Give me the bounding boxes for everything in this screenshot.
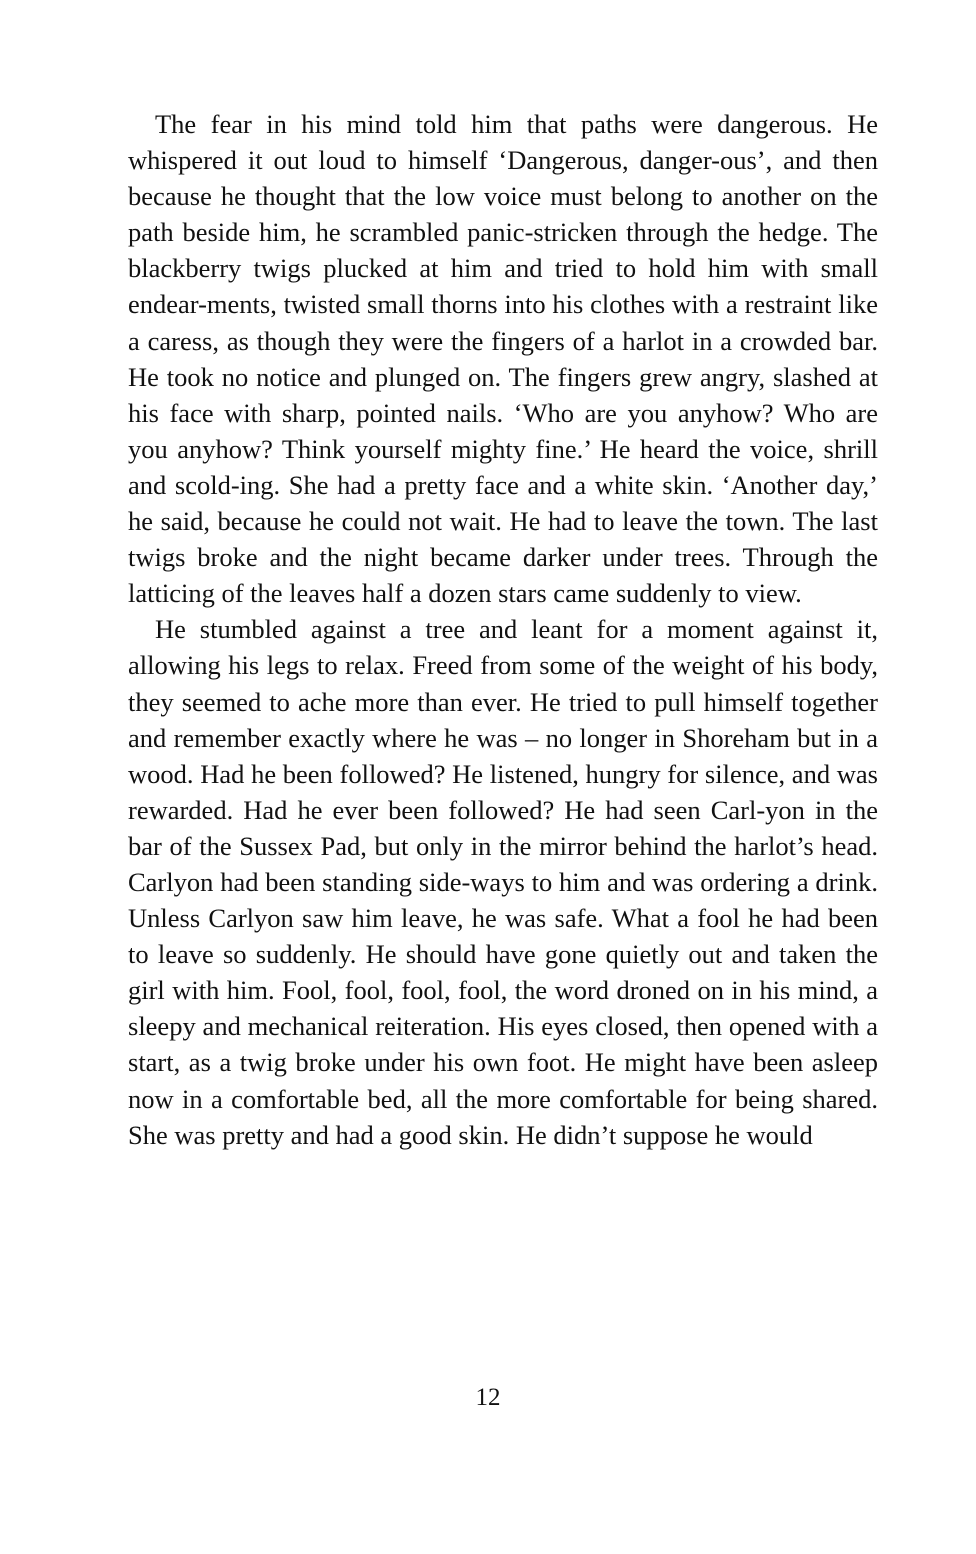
page-number: 12	[475, 1384, 501, 1411]
body-text	[128, 106, 878, 1153]
paragraph-2: He stumbled against a tree and leant for a moment against it, allowing his legs to relax. Freed from some of the weight of his body, they seemed to ache more than ever. He tried to pull himself together and remember exactly where he was – no longer in Shoreham but in a wood. Had he been followed? He listened, hungry for silence, and was rewarded. Had he ever been followed? He had seen Carl-yon in the bar of the Sussex Pad, but only in the mirror behind the harlot’s head. Carlyon had been standing side-ways to him and was ordering a drink. Unless Carlyon saw him leave, he was safe. What a fool he had been to leave so suddenly. He should have gone quietly out and taken the girl with him. Fool, fool, fool, fool, the word droned on in his mind, a sleepy and mechanical reiteration. His eyes closed, then opened with a start, as a twig broke under his own foot. He might have been asleep now in a comfortable bed, all the more comfortable for being shared. She was pretty and had a good skin. He didn’t suppose he would	[128, 614, 878, 1150]
paragraph-1: The fear in his mind told him that paths were dangerous. He whispered it out loud to himself ‘Dangerous, danger-ous’, and then because he thought that the low voice must belong to another on the path beside him, he scrambled panic-stricken through the hedge. The blackberry twigs plucked at him and tried to hold him with small endear-ments, twisted small thorns into his clothes with a restraint like a caress, as though they were the fingers of a harlot in a crowded bar. He took no notice and plunged on. The fingers grew angry, slashed at his face with sharp, pointed nails. ‘Who are you anyhow? Who are you anyhow? Think yourself mighty fine.’ He heard the voice, shrill and scold-ing. She had a pretty face and a white skin. ‘Another day,’ he said, because he could not wait. He had to leave the town. The last twigs broke and the night became darker under trees. Through the latticing of the leaves half a dozen stars came suddenly to view.	[128, 109, 878, 609]
